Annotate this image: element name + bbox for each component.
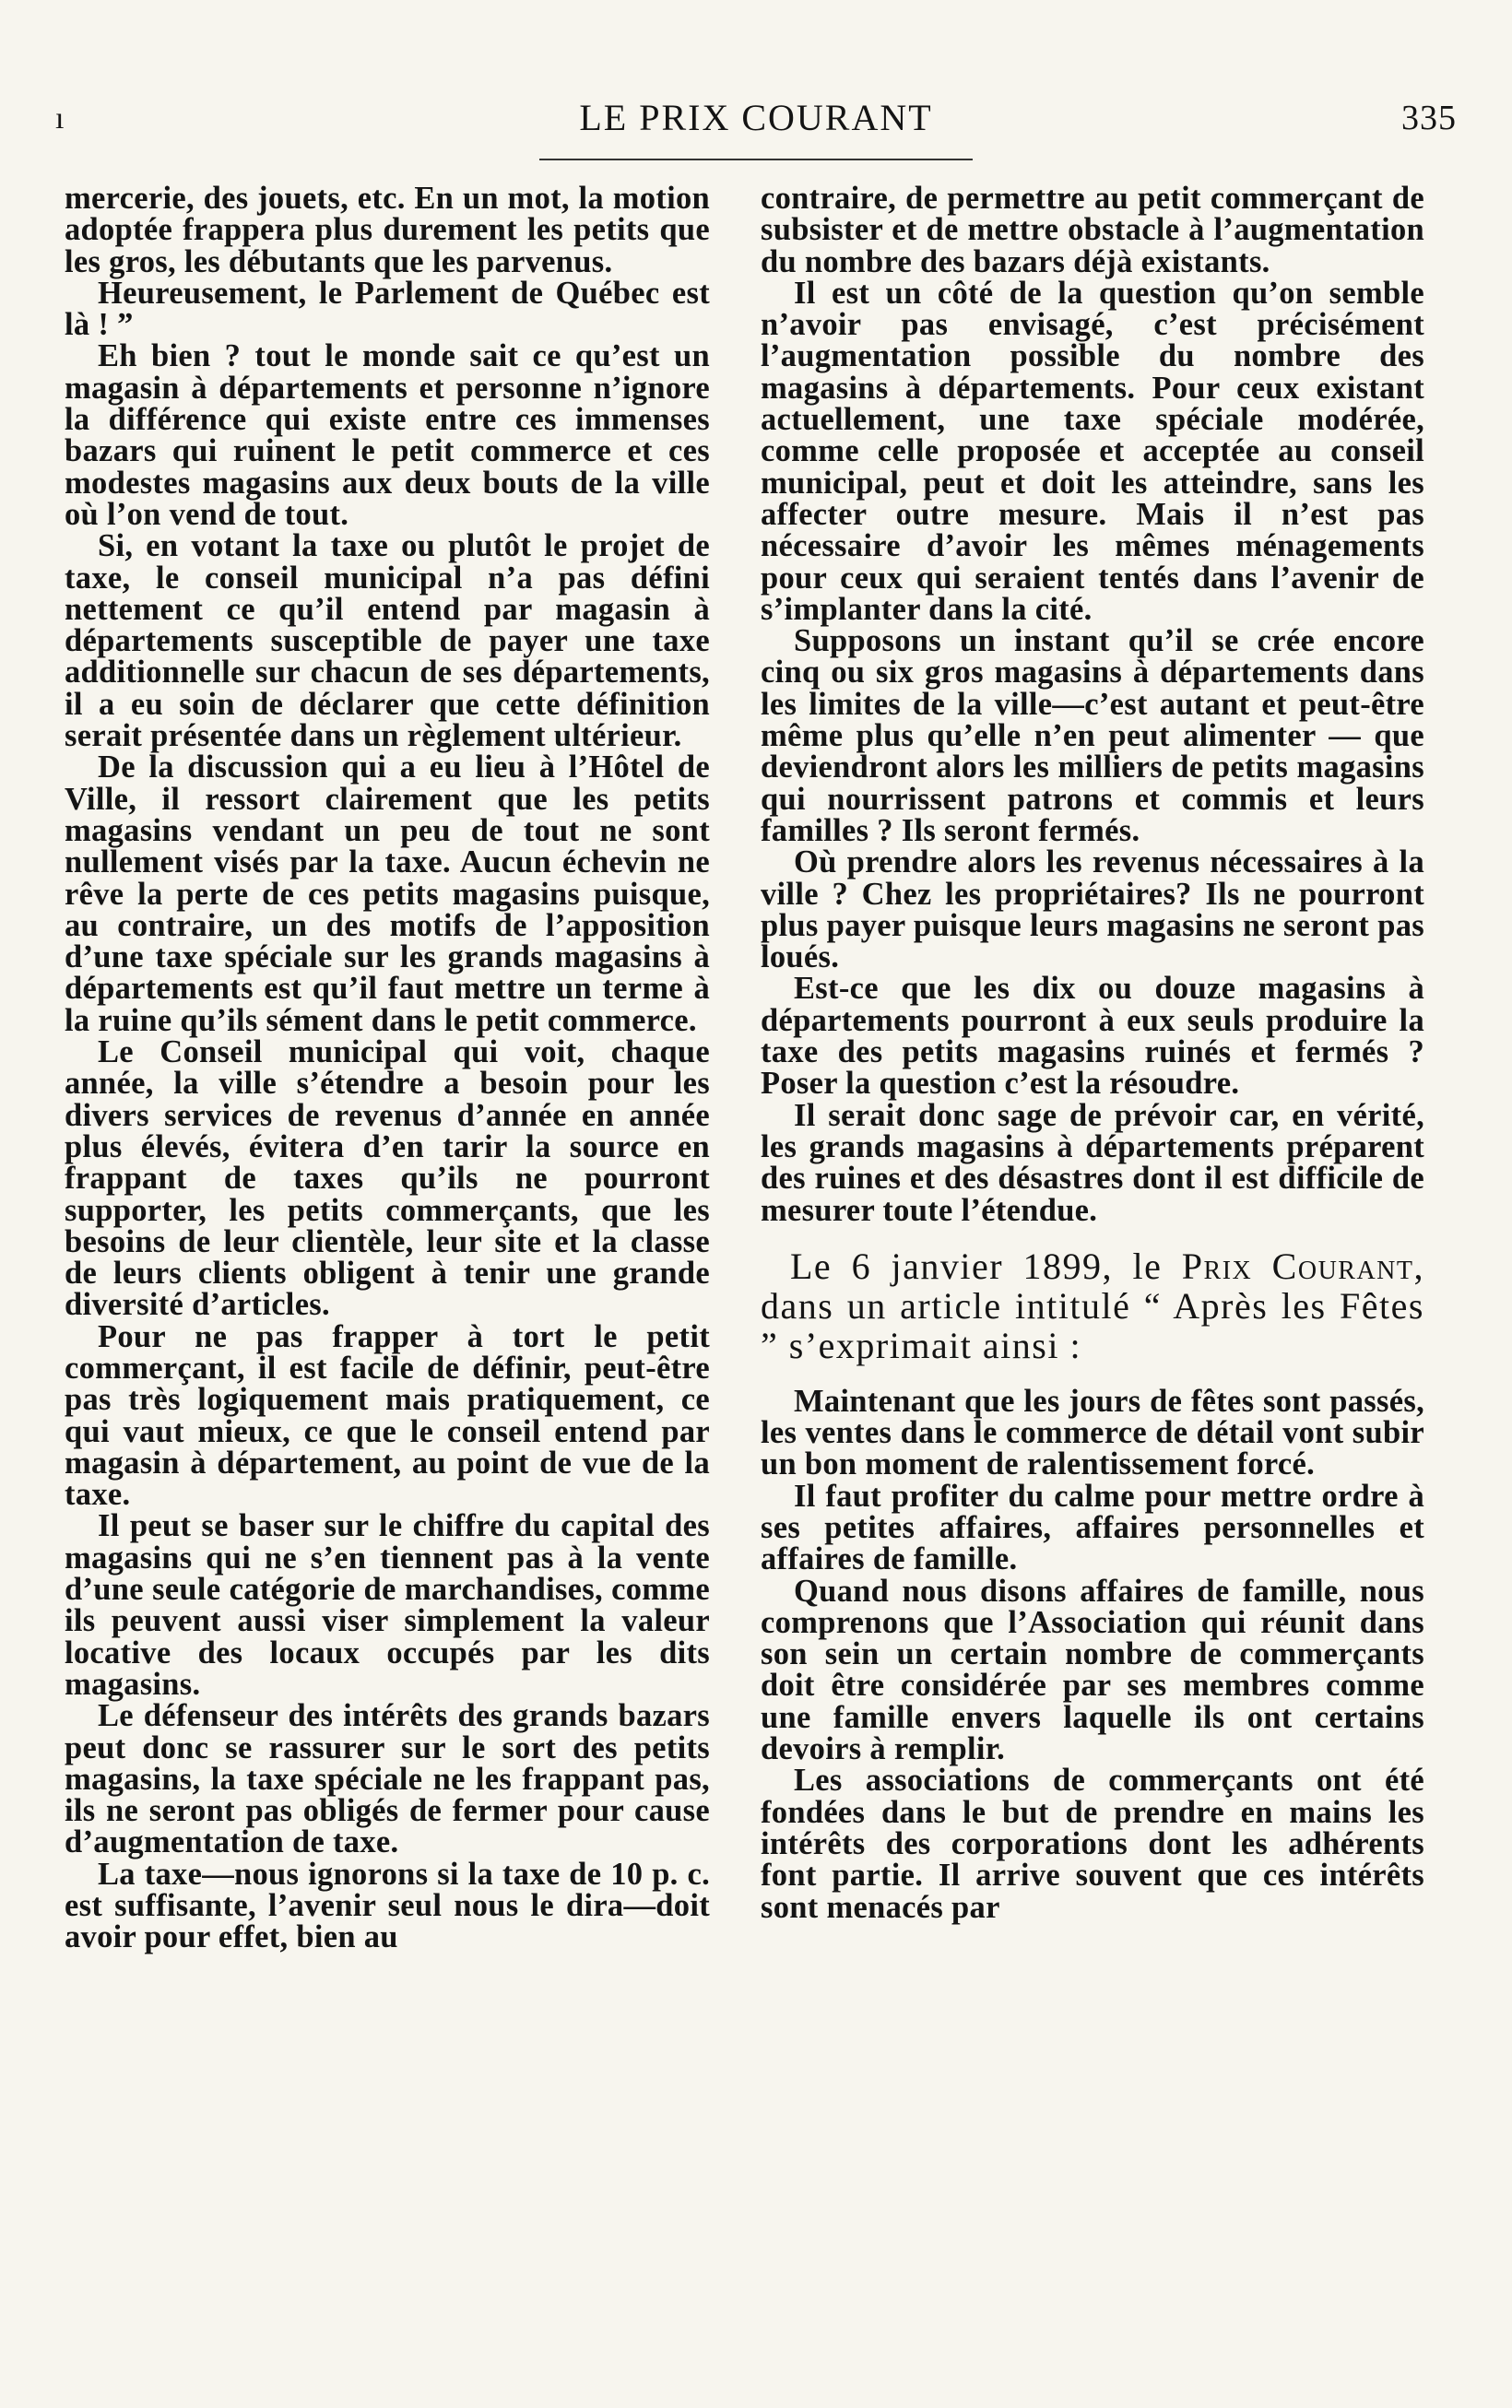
paragraph: contraire, de permettre au petit commerçant de subsister et de mettre obstacle à l’augmentation du nombre des bazars déjà existants. <box>761 181 1424 279</box>
intro-text-end: , dans un article intitulé “ Après les Fêtes ” s’exprimait ainsi : <box>761 1245 1425 1366</box>
intro-text-start: Le 6 janvier 1899, le <box>790 1245 1182 1287</box>
paragraph: Il peut se baser sur le chiffre du capital des magasins qui ne s’en tiennent pas à la vente d’une seule catégorie de marchandises, comme ils peuvent aussi viser simplement la valeur locative des locaux occupés par les dits magasins. <box>65 1508 710 1702</box>
paragraph: Eh bien ? tout le monde sait ce qu’est un magasin à départements et personne n’ignore la différence qui existe entre ces immenses bazars qui ruinent le petit commerce et ces modestes magasins aux deux bouts de la ville où l’on vend de tout. <box>65 338 710 532</box>
paragraph: Pour ne pas frapper à tort le petit commerçant, il est facile de définir, peut-être pas très logiquement mais pratiquement, ce qui vaut mieux, ce que le conseil entend par magasin à département, au point de vue de la taxe. <box>65 1318 710 1513</box>
page-number: 335 <box>1401 99 1457 137</box>
quoted-paragraph: Maintenant que les jours de fêtes sont passés, les ventes dans le commerce de détail vont subir un bon moment de ralentissement forcé. <box>761 1383 1424 1482</box>
citation-intro <box>761 1246 1424 1365</box>
quoted-paragraph: Il faut profiter du calme pour mettre ordre à ses petites affaires, affaires personnelles et affaires de famille. <box>761 1478 1424 1577</box>
paragraph: Heureusement, le Parlement de Québec est là ! ” <box>65 275 710 343</box>
quoted-paragraph: Les associations de commerçants ont été fondées dans le but de prendre en mains les intérêts des corporations dont les adhérents font partie. Il arrive souvent que ces intérêts sont menacés par <box>761 1763 1424 1925</box>
paragraph: mercerie, des jouets, etc. En un mot, la motion adoptée frappera plus durement les petits que les gros, les débutants que les parvenus. <box>65 181 710 279</box>
paragraph: Le défenseur des intérêts des grands bazars peut donc se rassurer sur le sort des petits magasins, la taxe spéciale ne les frappant pas, ils ne seront pas obligés de fermer pour cause d’augmentation de taxe. <box>65 1698 710 1860</box>
right-column <box>761 183 1424 1923</box>
left-column <box>65 183 710 1954</box>
paragraph: Si, en votant la taxe ou plutôt le projet de taxe, le conseil municipal n’a pas défini nettement ce qu’il entend par magasin à départements susceptible de payer une taxe additionnelle sur chacun de ses départements, il a eu soin de déclarer que cette définition serait présentée dans un règlement ultérieur. <box>65 528 710 754</box>
paragraph: La taxe—nous ignorons si la taxe de 10 p. c. est suffisante, l’avenir seul nous le dira—doit avoir pour effet, bien au <box>65 1856 710 1955</box>
running-head <box>55 96 1457 151</box>
paragraph: Il serait donc sage de prévoir car, en vérité, les grands magasins à départements préparent des ruines et des désastres dont il est difficile de mesurer toute l’étendue. <box>761 1097 1424 1228</box>
paragraph: De la discussion qui a eu lieu à l’Hôtel de Ville, il ressort clairement que les petits magasins vendant un peu de tout ne sont nullement visés par la taxe. Aucun échevin ne rêve la perte de ces petits magasins puisque, au contraire, un des motifs de l’apposition d’une taxe spéciale sur les grands magasins à départements est qu’il faut mettre un terme à la ruine qu’ils sément dans le petit commerce. <box>65 750 710 1038</box>
header-rule <box>539 159 973 160</box>
paragraph: Supposons un instant qu’il se crée encore cinq ou six gros magasins à départements dans les limites de la ville—c’est autant et peut-être même plus qu’elle n’en peut alimenter — que deviendront alors les milliers de petits magasins qui nourrissent patrons et commis et leurs familles ? Ils seront fermés. <box>761 623 1424 848</box>
paragraph: Où prendre alors les revenus nécessaires à la ville ? Chez les propriétaires? Ils ne pourront plus payer puisque leurs magasins ne seront pas loués. <box>761 844 1424 975</box>
paragraph: Il est un côté de la question qu’on semble n’avoir pas envisagé, c’est précisément l’augmentation possible du nombre des magasins à départements. Pour ceux existant actuellement, une taxe spéciale modérée, comme celle proposée et acceptée au conseil municipal, peut et doit les atteindre, sans les affecter outre mesure. Mais il n’est pas nécessaire d’avoir les mêmes ménagements pour ceux qui seraient tentés dans l’avenir de s’implanter dans la cité. <box>761 275 1424 627</box>
quoted-paragraph: Quand nous disons affaires de famille, nous comprenons que l’Association qui réunit dans son sein un certain nombre de commerçants doit être considérée par ses membres comme une famille envers laquelle ils ont certains devoirs à remplir. <box>761 1573 1424 1767</box>
margin-mark: ı <box>55 101 65 136</box>
journal-title: LE PRIX COURANT <box>579 97 933 138</box>
paragraph: Le Conseil municipal qui voit, chaque année, la ville s’étendre a besoin pour les divers services de revenus d’année en année plus élevés, évitera d’en tarir la source en frappant de taxes qu’ils ne pourront supporter, les petits commerçants, que les besoins de leur clientèle, leur site et la classe de leurs clients obligent à tenir une grande diversité d’articles. <box>65 1034 710 1323</box>
paragraph: Est-ce que les dix ou douze magasins à départements pourront à eux seuls produire la taxe des petits magasins ruinés et fermés ? Poser la question c’est la résoudre. <box>761 971 1424 1102</box>
publication-name: Prix Courant <box>1181 1245 1414 1287</box>
